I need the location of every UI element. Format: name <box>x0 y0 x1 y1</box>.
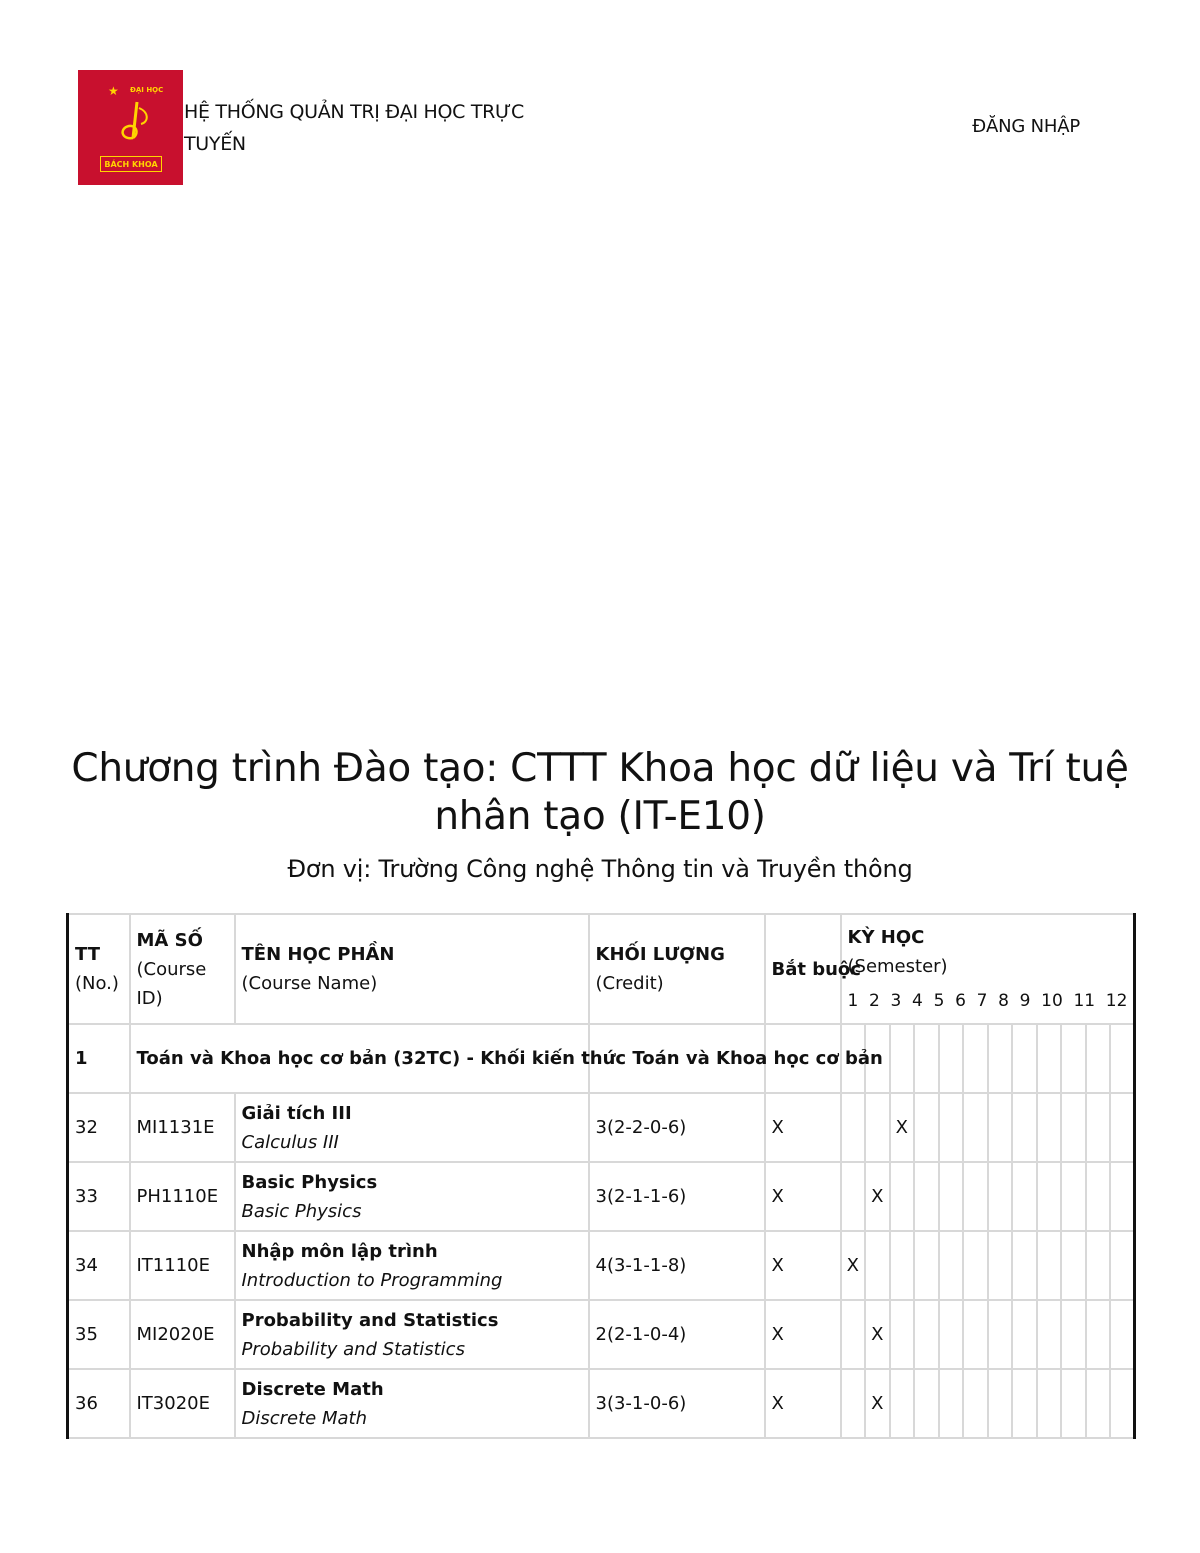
semester-cell <box>1061 1024 1086 1093</box>
semester-numbers <box>848 987 1128 1016</box>
app-title: HỆ THỐNG QUẢN TRỊ ĐẠI HỌC TRỰC TUYẾN <box>184 101 525 155</box>
course-name-en: Probability and Statistics <box>241 1338 465 1360</box>
program-unit: Đơn vị: Trường Công nghệ Thông tin và Truyền thông <box>287 855 913 883</box>
semester-cell <box>914 1231 939 1300</box>
semester-number: 10 <box>1041 990 1063 1011</box>
table-row <box>68 1231 1135 1300</box>
semester-mark: X <box>841 1231 866 1300</box>
header-required: Bắt buộc <box>765 914 841 1024</box>
semester-cell <box>1110 1162 1135 1231</box>
group-label: Toán và Khoa học cơ bản (32TC) - Khối kiến thức Toán và Khoa học cơ bản <box>130 1024 589 1093</box>
semester-cell <box>1012 1093 1037 1162</box>
semester-mark: X <box>865 1300 890 1369</box>
semester-number: 11 <box>1073 990 1096 1011</box>
course-name-en: Discrete Math <box>241 1407 367 1429</box>
semester-cell <box>914 1300 939 1369</box>
semester-cell <box>988 1162 1013 1231</box>
semester-cell <box>1086 1300 1111 1369</box>
semester-number: 12 <box>1105 990 1128 1011</box>
course-name-en: Basic Physics <box>241 1200 362 1222</box>
semester-number: 1 <box>847 990 859 1011</box>
semester-cell <box>890 1369 915 1438</box>
semester-number: 2 <box>869 990 880 1011</box>
course-credit: 2(2-1-0-4) <box>589 1300 765 1369</box>
semester-cell <box>1037 1231 1062 1300</box>
course-name-vi: Discrete Math <box>241 1378 384 1400</box>
course-required: X <box>765 1093 841 1162</box>
semester-cell <box>988 1231 1013 1300</box>
header-credit: KHỐI LƯỢNG (Credit) <box>589 914 765 1024</box>
course-code: IT3020E <box>130 1369 235 1438</box>
semester-cell <box>890 1024 915 1093</box>
semester-number: 3 <box>890 990 902 1011</box>
course-no: 32 <box>68 1093 130 1162</box>
course-required: X <box>765 1300 841 1369</box>
course-no: 33 <box>68 1162 130 1231</box>
table-row <box>68 1093 1135 1162</box>
semester-cell <box>1037 1024 1062 1093</box>
semester-cell <box>841 1162 866 1231</box>
semester-cell <box>1061 1162 1086 1231</box>
university-logo[interactable] <box>78 70 183 185</box>
course-code: MI1131E <box>130 1093 235 1162</box>
course-code: IT1110E <box>130 1231 235 1300</box>
semester-number: 8 <box>998 990 1009 1011</box>
course-no: 36 <box>68 1369 130 1438</box>
course-name <box>235 1300 589 1369</box>
semester-cell <box>890 1162 915 1231</box>
course-name <box>235 1231 589 1300</box>
semester-number: 7 <box>976 990 988 1011</box>
course-table <box>66 913 1136 1439</box>
group-no: 1 <box>68 1024 130 1093</box>
semester-cell <box>890 1231 915 1300</box>
semester-mark: X <box>865 1369 890 1438</box>
course-name <box>235 1369 589 1438</box>
semester-number: 9 <box>1019 990 1031 1011</box>
login-link[interactable]: ĐĂNG NHẬP <box>972 116 1080 137</box>
semester-cell <box>865 1231 890 1300</box>
semester-cell <box>1061 1231 1086 1300</box>
semester-cell <box>1061 1300 1086 1369</box>
course-credit: 3(3-1-0-6) <box>589 1369 765 1438</box>
semester-mark: X <box>890 1093 915 1162</box>
course-name-vi: Nhập môn lập trình <box>241 1240 438 1262</box>
semester-cell <box>1012 1369 1037 1438</box>
header-name: TÊN HỌC PHẦN (Course Name) <box>235 914 589 1024</box>
semester-cell <box>939 1300 964 1369</box>
logo-bottom-text: BÁCH KHOA <box>100 156 162 172</box>
semester-cell <box>963 1162 988 1231</box>
semester-cell <box>1037 1093 1062 1162</box>
course-required: X <box>765 1162 841 1231</box>
header-semester: KỲ HỌC (Semester) 1 2 3 4 5 6 7 8 9 10 11 12 <box>841 914 1135 1024</box>
course-no: 35 <box>68 1300 130 1369</box>
semester-cell <box>914 1024 939 1093</box>
semester-cell <box>939 1093 964 1162</box>
semester-cell <box>963 1231 988 1300</box>
semester-cell <box>1110 1024 1135 1093</box>
semester-cell <box>841 1093 866 1162</box>
semester-cell <box>1037 1300 1062 1369</box>
course-code: PH1110E <box>130 1162 235 1231</box>
header-code: MÃ SỐ (Course ID) <box>130 914 235 1024</box>
group-row <box>68 1024 1135 1093</box>
semester-cell <box>1086 1162 1111 1231</box>
semester-cell <box>1110 1369 1135 1438</box>
semester-number: 6 <box>955 990 966 1011</box>
semester-cell <box>890 1300 915 1369</box>
semester-number: 4 <box>912 990 923 1011</box>
semester-cell <box>1037 1162 1062 1231</box>
header-tt: TT (No.) <box>68 914 130 1024</box>
semester-cell <box>1012 1162 1037 1231</box>
emblem-icon <box>115 98 155 154</box>
semester-cell <box>841 1369 866 1438</box>
semester-cell <box>939 1162 964 1231</box>
semester-cell <box>1110 1231 1135 1300</box>
semester-cell <box>963 1369 988 1438</box>
course-name-en: Introduction to Programming <box>241 1269 503 1291</box>
course-code: MI2020E <box>130 1300 235 1369</box>
semester-number: 5 <box>933 990 945 1011</box>
semester-cell <box>1012 1024 1037 1093</box>
course-name <box>235 1162 589 1231</box>
semester-cell <box>988 1024 1013 1093</box>
semester-cell <box>1110 1300 1135 1369</box>
semester-cell <box>914 1093 939 1162</box>
program-title: Chương trình Đào tạo: CTTT Khoa học dữ liệu và Trí tuệ nhân tạo (IT-E10) <box>71 746 1129 839</box>
semester-cell <box>963 1024 988 1093</box>
course-name-vi: Basic Physics <box>241 1171 378 1193</box>
semester-cell <box>1086 1231 1111 1300</box>
course-name-vi: Probability and Statistics <box>241 1309 499 1331</box>
semester-cell <box>1012 1300 1037 1369</box>
semester-cell <box>1110 1093 1135 1162</box>
table-row <box>68 1300 1135 1369</box>
semester-cell <box>1086 1369 1111 1438</box>
course-required: X <box>765 1369 841 1438</box>
semester-cell <box>1061 1369 1086 1438</box>
table-row <box>68 1162 1135 1231</box>
semester-mark: X <box>865 1162 890 1231</box>
semester-cell <box>841 1300 866 1369</box>
course-name <box>235 1093 589 1162</box>
course-credit: 4(3-1-1-8) <box>589 1231 765 1300</box>
semester-cell <box>988 1300 1013 1369</box>
logo-top-text: ĐẠI HỌC <box>130 86 164 94</box>
course-name-en: Calculus III <box>241 1131 339 1153</box>
semester-cell <box>1086 1093 1111 1162</box>
semester-cell <box>939 1369 964 1438</box>
semester-cell <box>939 1024 964 1093</box>
table-header-row <box>68 914 1135 1024</box>
semester-cell <box>1012 1231 1037 1300</box>
course-name-vi: Giải tích III <box>241 1102 352 1124</box>
course-no: 34 <box>68 1231 130 1300</box>
semester-cell <box>988 1093 1013 1162</box>
semester-cell <box>914 1369 939 1438</box>
course-required: X <box>765 1231 841 1300</box>
semester-cell <box>914 1162 939 1231</box>
semester-cell <box>963 1300 988 1369</box>
course-credit: 3(2-1-1-6) <box>589 1162 765 1231</box>
semester-cell <box>865 1093 890 1162</box>
table-row <box>68 1369 1135 1438</box>
semester-cell <box>1037 1369 1062 1438</box>
semester-cell <box>939 1231 964 1300</box>
star-icon: ★ <box>108 84 119 98</box>
course-credit: 3(2-2-0-6) <box>589 1093 765 1162</box>
semester-cell <box>1086 1024 1111 1093</box>
semester-cell <box>988 1369 1013 1438</box>
semester-cell <box>1061 1093 1086 1162</box>
semester-cell <box>963 1093 988 1162</box>
